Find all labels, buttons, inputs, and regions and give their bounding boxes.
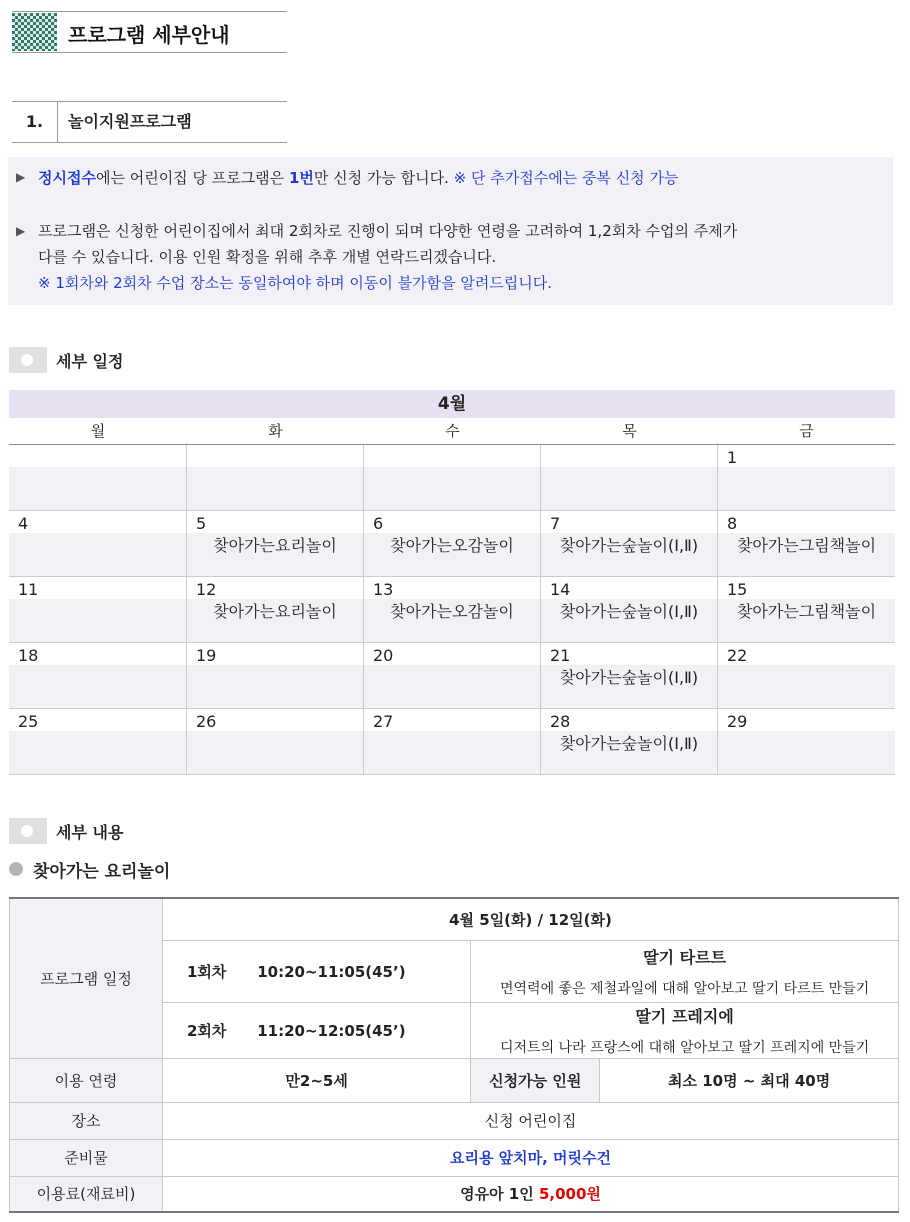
program-detail-table	[9, 897, 899, 1213]
fee-label: 이용료(재료비)	[10, 1176, 163, 1212]
calendar-day-cell	[541, 577, 718, 642]
calendar-event: 찾아가는오감놀이	[390, 536, 514, 555]
calendar-date: 18	[18, 646, 39, 665]
content-heading-text: 세부 내용	[56, 823, 124, 842]
calendar-date: 11	[18, 580, 39, 599]
calendar-date: 14	[550, 580, 571, 599]
calendar-date: 8	[727, 514, 738, 533]
calendar-cell-band	[364, 731, 540, 774]
calendar-date: 6	[373, 514, 384, 533]
section-header	[12, 101, 287, 143]
calendar-date: 28	[550, 712, 571, 731]
schedule-heading-text: 세부 일정	[56, 352, 124, 371]
calendar-day-cell	[187, 577, 364, 642]
calendar-date: 13	[373, 580, 394, 599]
calendar-cell-band	[718, 467, 895, 510]
calendar-week-row	[9, 445, 895, 511]
calendar-event: 찾아가는숲놀이(Ⅰ,Ⅱ)	[559, 536, 699, 555]
calendar	[9, 390, 895, 775]
notice-count: 1번	[288, 169, 314, 187]
session-1-info	[163, 940, 471, 1002]
calendar-day-cell	[364, 709, 541, 774]
session-round: 1회차	[187, 962, 227, 981]
calendar-day-cell	[541, 709, 718, 774]
calendar-day-cell	[9, 445, 187, 510]
calendar-day-cell	[718, 709, 895, 774]
calendar-cell-band	[364, 665, 540, 708]
age-value: 만2~5세	[163, 1058, 471, 1102]
calendar-week-row	[9, 709, 895, 775]
calendar-day-cell	[9, 511, 187, 576]
session-round: 2회차	[187, 1021, 227, 1040]
notice-line-4: ※ 1회차와 2회차 수업 장소는 동일하여야 하며 이동이 불가함을 알려드립니다.	[38, 274, 553, 292]
session-title: 딸기 프레지에	[635, 1006, 734, 1026]
calendar-day-cell	[718, 643, 895, 708]
calendar-event: 찾아가는요리놀이	[213, 536, 337, 555]
calendar-day-cell	[718, 577, 895, 642]
place-value: 신청 어린이집	[163, 1102, 899, 1139]
triangle-bullet-icon: ▶	[16, 170, 26, 184]
fee-amount: 5,000원	[538, 1185, 601, 1204]
calendar-day-cell	[364, 643, 541, 708]
calendar-day-cell	[187, 445, 364, 510]
calendar-date: 19	[196, 646, 217, 665]
place-label: 장소	[10, 1102, 163, 1139]
supplies-label: 준비물	[10, 1139, 163, 1176]
calendar-date: 12	[196, 580, 217, 599]
calendar-day-cell	[9, 643, 187, 708]
calendar-event: 찾아가는그림책놀이	[736, 536, 877, 555]
fee-value	[163, 1176, 899, 1212]
calendar-cell-band	[541, 467, 717, 510]
notice-line-3: 다를 수 있습니다. 이용 인원 확정을 위해 추후 개별 연락드리겠습니다.	[38, 248, 497, 266]
weekday-label: 수	[445, 422, 460, 440]
calendar-event: 찾아가는그림책놀이	[736, 602, 877, 621]
calendar-cell-band	[718, 665, 895, 708]
notice-text: 만 신청 가능 합니다.	[313, 169, 454, 187]
session-time: 10:20~11:05(45’)	[257, 962, 406, 981]
calendar-date: 15	[727, 580, 748, 599]
calendar-day-cell	[718, 511, 895, 576]
calendar-event: 찾아가는오감놀이	[390, 602, 514, 621]
fee-prefix: 영유아 1인	[460, 1185, 539, 1204]
weekday-label: 목	[622, 422, 637, 440]
calendar-date: 5	[196, 514, 207, 533]
calendar-date: 27	[373, 712, 394, 731]
calendar-date: 4	[18, 514, 29, 533]
calendar-date: 20	[373, 646, 394, 665]
weekday-label: 월	[90, 422, 106, 440]
calendar-weekdays	[9, 418, 895, 445]
supplies-value: 요리용 앞치마, 머릿수건	[163, 1139, 899, 1176]
calendar-cell-band	[364, 467, 540, 510]
calendar-cell-band	[187, 665, 363, 708]
section-number: 1.	[12, 102, 58, 142]
calendar-event: 찾아가는숲놀이(Ⅰ,Ⅱ)	[559, 602, 699, 621]
calendar-cell-band	[9, 467, 186, 510]
session-desc: 디저트의 나라 프랑스에 대해 알아보고 딸기 프레지에 만들기	[500, 1039, 870, 1056]
weekday-label: 화	[268, 422, 283, 440]
circle-tab-icon	[9, 347, 47, 373]
calendar-day-cell	[187, 643, 364, 708]
calendar-day-cell	[541, 511, 718, 576]
calendar-cell-band	[9, 731, 186, 774]
calendar-cell-band	[9, 599, 186, 642]
calendar-body	[9, 445, 895, 775]
calendar-day-cell	[187, 709, 364, 774]
bullet-dot-icon	[9, 862, 23, 876]
page-title: 프로그램 세부안내	[68, 23, 230, 47]
calendar-date: 26	[196, 712, 217, 731]
calendar-week-row	[9, 577, 895, 643]
calendar-day-cell	[364, 511, 541, 576]
calendar-date: 22	[727, 646, 748, 665]
session-title: 딸기 타르트	[643, 947, 727, 967]
calendar-day-cell	[364, 445, 541, 510]
notice-line-1	[38, 167, 678, 188]
session-desc: 면역력에 좋은 제철과일에 대해 알아보고 딸기 타르트 만들기	[500, 980, 870, 997]
calendar-cell-band	[718, 731, 895, 774]
notice-line-2: 프로그램은 신청한 어린이집에서 최대 2회차로 진행이 되며 다양한 연령을 고려하여 1,2회차 수업의 주제가	[38, 222, 738, 240]
session-2-content	[471, 1002, 899, 1058]
calendar-day-cell	[187, 511, 364, 576]
calendar-event: 찾아가는숲놀이(Ⅰ,Ⅱ)	[559, 668, 699, 687]
calendar-week-row	[9, 643, 895, 709]
calendar-date: 25	[18, 712, 39, 731]
notice-text: 에는 어린이집 당 프로그램은	[95, 169, 289, 187]
calendar-day-cell	[364, 577, 541, 642]
triangle-bullet-icon: ▶	[16, 224, 26, 238]
calendar-date: 7	[550, 514, 561, 533]
session-time: 11:20~12:05(45’)	[257, 1021, 406, 1040]
calendar-cell-band	[187, 467, 363, 510]
calendar-week-row	[9, 511, 895, 577]
notice-highlight: 정시접수	[38, 169, 96, 187]
notice-box	[8, 157, 893, 305]
age-label: 이용 연령	[10, 1058, 163, 1102]
calendar-event: 찾아가는요리놀이	[213, 602, 337, 621]
program-dates: 4월 5일(화) / 12일(화)	[163, 898, 899, 940]
session-1-content	[471, 940, 899, 1002]
section-title: 놀이지원프로그램	[68, 112, 192, 131]
calendar-date: 1	[727, 448, 738, 467]
calendar-day-cell	[9, 709, 187, 774]
calendar-day-cell	[718, 445, 895, 510]
calendar-cell-band	[187, 731, 363, 774]
schedule-label: 프로그램 일정	[10, 898, 163, 1058]
calendar-cell-band	[9, 665, 186, 708]
calendar-day-cell	[9, 577, 187, 642]
calendar-day-cell	[541, 643, 718, 708]
calendar-event: 찾아가는숲놀이(Ⅰ,Ⅱ)	[559, 734, 699, 753]
capacity-value: 최소 10명 ~ 최대 40명	[600, 1058, 899, 1102]
calendar-cell-band	[9, 533, 186, 576]
circle-tab-icon	[9, 818, 47, 844]
program-name: 찾아가는 요리놀이	[33, 862, 171, 882]
weekday-label: 금	[799, 422, 814, 440]
capacity-label: 신청가능 인원	[471, 1058, 600, 1102]
calendar-date: 29	[727, 712, 748, 731]
title-pattern-icon	[12, 13, 57, 51]
calendar-date: 21	[550, 646, 571, 665]
calendar-day-cell	[541, 445, 718, 510]
page-title-box	[12, 11, 287, 53]
session-2-info	[163, 1002, 471, 1058]
calendar-month: 4월	[9, 390, 895, 418]
notice-note: ※ 단 추가접수에는 중복 신청 가능	[453, 169, 679, 187]
